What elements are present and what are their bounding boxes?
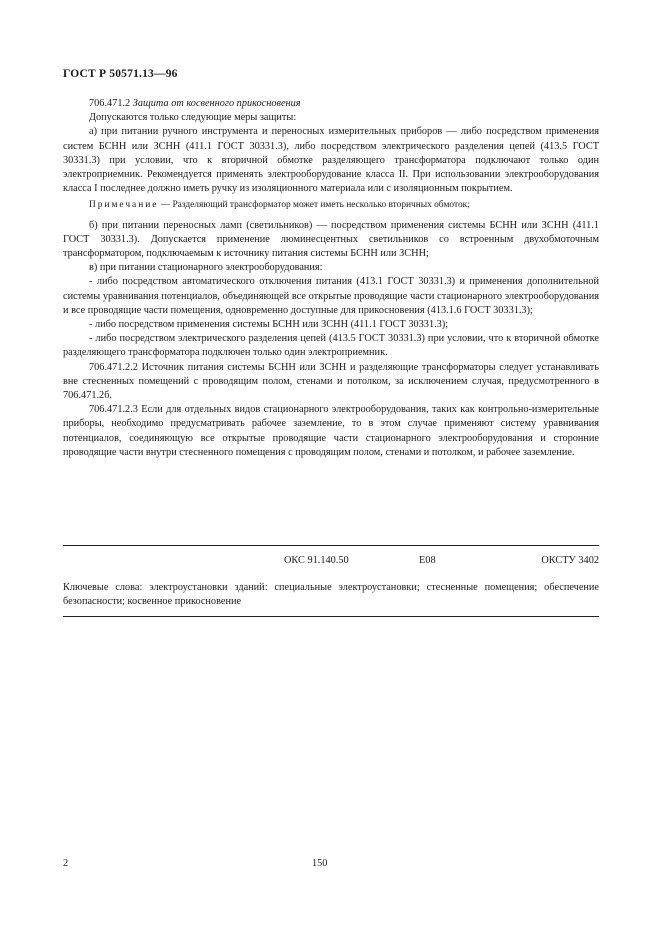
section-title: Защита от косвенного прикосновения: [132, 98, 301, 109]
oks-code: ОКС 91.140.50: [284, 555, 349, 566]
page-number-left: 2: [63, 858, 69, 869]
item-b: б) при питании переносных ламп (светильников) — посредством применения системы БСНН или ЗСНН (411.1 ГОСТ 30331.3). Допускается применение люминесцентных светильников со встроенным двухобмоточным трансформатором, подключаемым к источнику питания системы БСНН или ЗСНН;: [63, 219, 599, 260]
item-c-option-2: - либо посредством применения системы БСНН или ЗСНН (411.1 ГОСТ 30331.3);: [89, 319, 449, 331]
item-c-option-1: - либо посредством автоматического отключения питания (413.1 ГОСТ 30331.3) и применения дополнительной системы уравнивания потенциалов, объединяющей все открытые проводящие части стационарного электрооборудования и все проводящие части помещения, одновременно доступные для прикосновения (413.1.6 ГОСТ 30331.3);: [63, 276, 599, 316]
note-label: Примечание: [89, 200, 159, 211]
item-c: в) при питании стационарного электрооборудования:: [89, 262, 323, 274]
section-number: 706.471.2: [89, 98, 131, 109]
note: [63, 198, 599, 212]
keywords: Ключевые слова: электроустановки зданий: специальные электроустановки; стесненные помещения; обеспечение безопасности; косвенное прикосновение: [63, 582, 599, 608]
paragraph-706-471-2-3: 706.471.2.3 Если для отдельных видов стационарного электрооборудования, таких как контрольно-измерительные приборы, необходимо предусматривать рабочее заземление, то в этом случае применяют систему уравнивания потенциалов, соединяющую все открытые проводящие части стационарного электрооборудования и сторонние проводящие части внутри стесненного помещения с проводящим полом, стенами и потолком, и рабочее заземление.: [63, 404, 599, 458]
document-body: [63, 97, 599, 460]
section-intro: Допускаются только следующие меры защиты:: [89, 112, 297, 124]
bottom-divider: [63, 616, 599, 617]
document-header: ГОСТ Р 50571.13—96: [63, 68, 178, 80]
note-text: — Разделяющий трансформатор может иметь несколько вторичных обмоток;: [158, 200, 470, 211]
okstu-code: ОКСТУ 3402: [541, 555, 599, 566]
item-a: а) при питании ручного инструмента и переносных измерительных приборов — либо посредством применения систем БСНН или ЗСНН (411.1 ГОСТ 30331.3), либо посредством электрического разделения цепей (413.5 ГОСТ 30331.3) при условии, что к вторичной обмотке разделяющего трансформатора подключают только один электроприемник. Рекомендуется применять электрооборудование класса II. При использовании электрооборудования класса I последнее должно иметь ручку из изоляционного материала или с изоляционным покрытием.: [63, 126, 599, 195]
e-code: Е08: [419, 555, 436, 566]
classification-codes: [63, 555, 599, 571]
section-heading: [63, 97, 599, 111]
item-c-option-3: - либо посредством электрического разделения цепей (413.5 ГОСТ 30331.3) при условии, что к вторичной обмотке разделяющего трансформатора подключен только один электроприемник.: [63, 333, 599, 359]
top-divider: [63, 545, 599, 546]
page-number-center: 150: [312, 858, 328, 869]
paragraph-706-471-2-2: 706.471.2.2 Источник питания системы БСНН или ЗСНН и разделяющие трансформаторы следует устанавливать вне стесненных помещений с проводящим полом, стенами и потолком, за исключением случая, предусмотренного в 706.471.2б.: [63, 361, 599, 402]
